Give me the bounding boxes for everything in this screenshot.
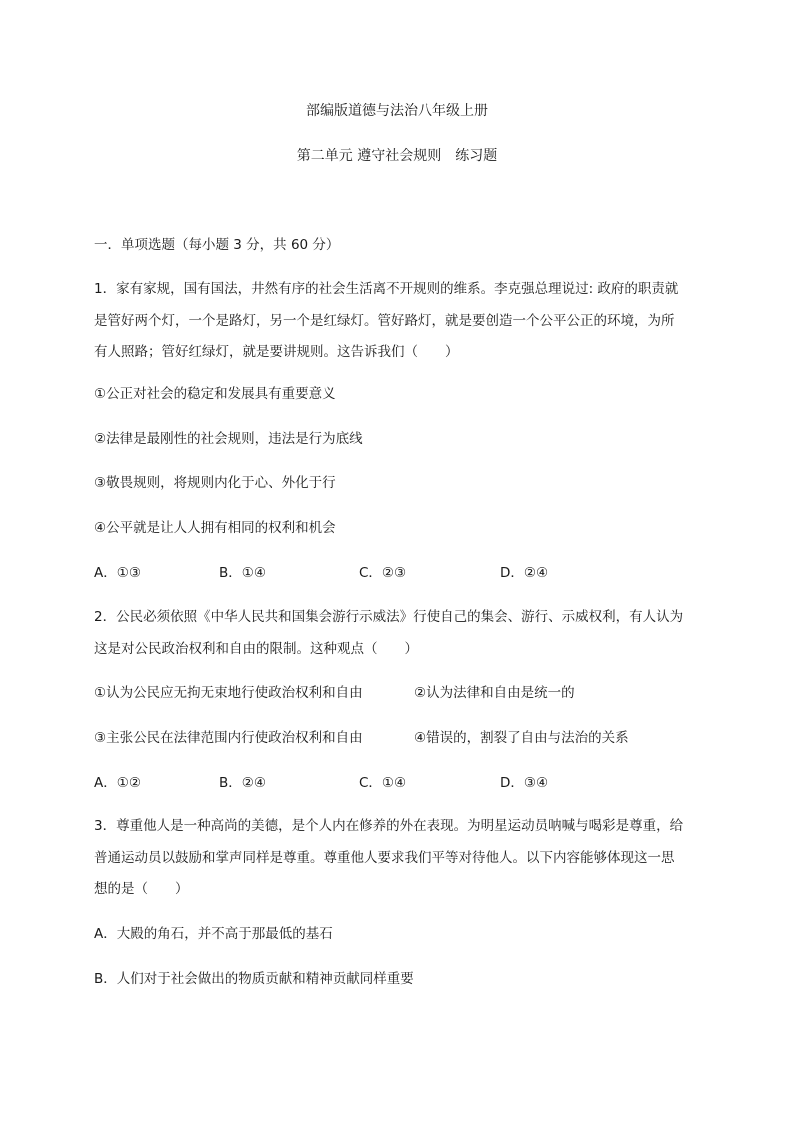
- question-2-statement-3: ③主张公民在法律范围内行使政治权利和自由: [94, 730, 363, 746]
- question-stem-line: 这是对公民政治权利和自由的限制。这种观点（ ）: [94, 640, 418, 657]
- question-1-choice-b: B．①④: [219, 565, 266, 581]
- question-2-choice-b: B．②④: [219, 775, 266, 791]
- question-2-choice-a: A．①②: [94, 775, 141, 791]
- question-3-choice-b: B．人们对于社会做出的物质贡献和精神贡献同样重要: [94, 971, 414, 987]
- question-stem-line: 是管好两个灯，一个是路灯，另一个是红绿灯。管好路灯，就是要创造一个公平公正的环境，为所: [94, 312, 675, 329]
- document-subtitle: 第二单元 遵守社会规则 练习题: [296, 148, 498, 164]
- question-1-stem: [94, 274, 706, 369]
- section-heading: 一．单项选题（每小题 3 分，共 60 分）: [94, 237, 340, 253]
- question-1-statement-2: ②法律是最刚性的社会规则，违法是行为底线: [94, 431, 363, 447]
- question-1-statement-3: ③敬畏规则，将规则内化于心、外化于行: [94, 475, 336, 491]
- question-2-statement-4: ④错误的，割裂了自由与法治的关系: [414, 730, 629, 746]
- question-3-choice-a: A．大殿的角石，并不高于那最低的基石: [94, 926, 333, 942]
- question-2-statement-2: ②认为法律和自由是统一的: [414, 685, 575, 701]
- question-stem-line: 有人照路；管好红绿灯，就是要讲规则。这告诉我们（ ）: [94, 344, 459, 360]
- question-stem-line: 3．尊重他人是一种高尚的美德，是个人内在修养的外在表现。为明星运动员呐喊与喝彩是尊重，给: [94, 818, 684, 834]
- question-1-statement-4: ④公平就是让人人拥有相同的权利和机会: [94, 520, 336, 536]
- question-stem-line: 普通运动员以鼓励和掌声同样是尊重。尊重他人要求我们平等对待他人。以下内容能够体现这一思: [94, 849, 675, 866]
- question-2-choice-d: D．③④: [500, 775, 549, 791]
- question-1-choice-d: D．②④: [500, 565, 549, 581]
- question-2-choice-c: C．①④: [359, 775, 407, 791]
- question-stem-line: 1．家有家规，国有国法，井然有序的社会生活离不开规则的维系。李克强总理说过: 政府的职责就: [94, 281, 679, 297]
- question-2-statement-1: ①认为公民应无拘无束地行使政治权利和自由: [94, 685, 363, 701]
- question-stem-line: 2．公民必须依照《中华人民共和国集会游行示威法》行使自己的集会、游行、示威权利，有人认为: [94, 609, 684, 625]
- document-title: 部编版道德与法治八年级上册: [306, 103, 488, 119]
- question-1-choice-a: A．①③: [94, 565, 141, 581]
- question-1-choice-c: C．②③: [359, 565, 407, 581]
- question-stem-line: 想的是（ ）: [94, 881, 189, 897]
- question-2-stem: [94, 602, 706, 665]
- question-1-statement-1: ①公正对社会的稳定和发展具有重要意义: [94, 386, 336, 402]
- question-3-stem: [94, 811, 706, 906]
